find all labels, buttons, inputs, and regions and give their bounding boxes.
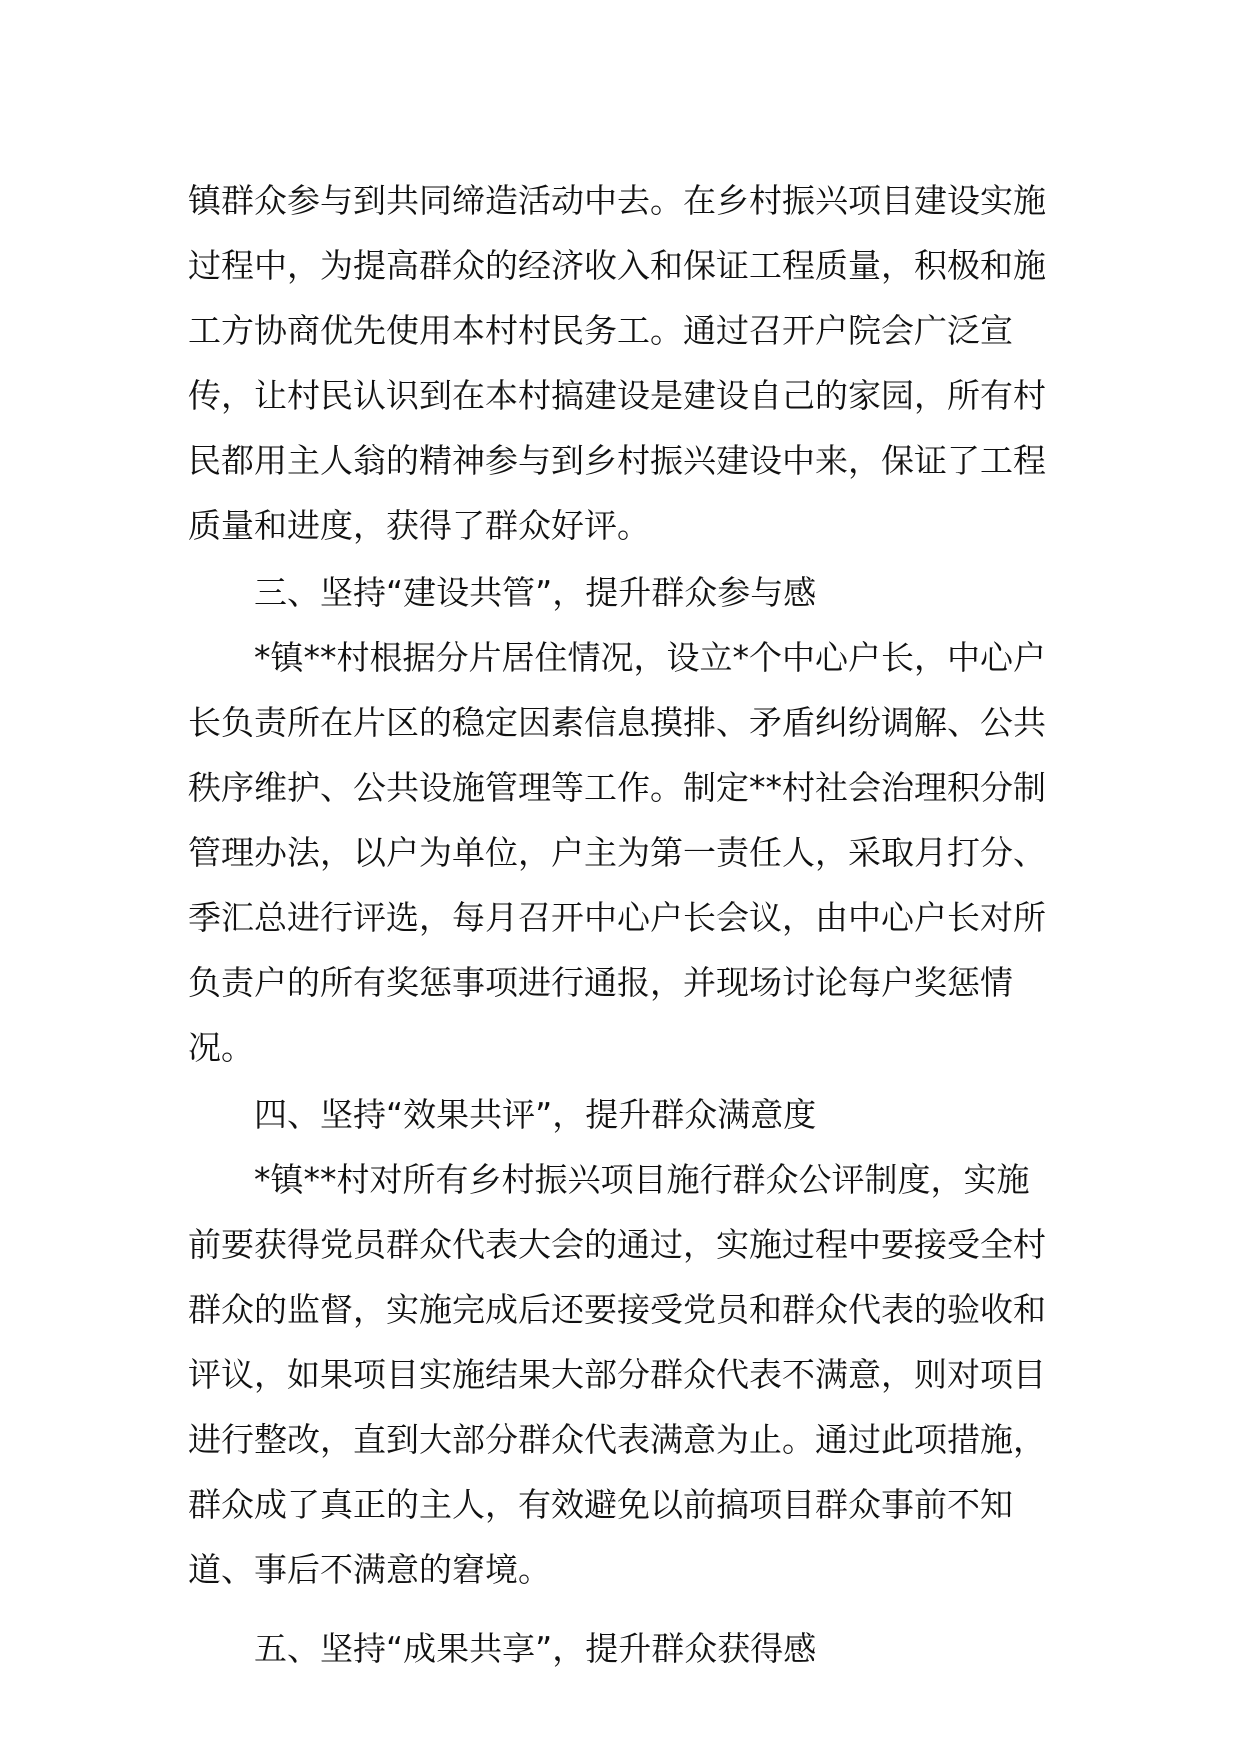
document-body — [188, 168, 1060, 1681]
paragraph-section-3: *镇**村根据分片居住情况，设立*个中心户长，中心户长负责所在片区的稳定因素信息摸排、矛盾纠纷调解、公共秩序维护、公共设施管理等工作。制定**村社会治理积分制管理办法，以户为单位，户主为第一责任人，采取月打分、季汇总进行评选，每月召开中心户长会议，由中心户长对所负责户的所有奖惩事项进行通报，并现场讨论每户奖惩情况。 — [188, 638, 1046, 1067]
section-heading-3: 三、坚持“建设共管”，提升群众参与感 — [254, 573, 817, 612]
paragraph-section-4: *镇**村对所有乡村振兴项目施行群众公评制度，实施前要获得党员群众代表大会的通过，实施过程中要接受全村群众的监督，实施完成后还要接受党员和群众代表的验收和评议，如果项目实施结果大部分群众代表不满意，则对项目进行整改，直到大部分群众代表满意为止。通过此项措施，群众成了真正的主人，有效避免以前搞项目群众事前不知道、事后不满意的窘境。 — [188, 1160, 1046, 1589]
section-heading-5: 五、坚持“成果共享”，提升群众获得感 — [254, 1629, 817, 1668]
section-heading-4: 四、坚持“效果共评”，提升群众满意度 — [254, 1095, 817, 1134]
paragraph-continuation: 镇群众参与到共同缔造活动中去。在乡村振兴项目建设实施过程中，为提高群众的经济收入和保证工程质量，积极和施工方协商优先使用本村村民务工。通过召开户院会广泛宣传，让村民认识到在本村搞建设是建设自己的家园，所有村民都用主人翁的精神参与到乡村振兴建设中来，保证了工程质量和进度，获得了群众好评。 — [188, 181, 1046, 545]
